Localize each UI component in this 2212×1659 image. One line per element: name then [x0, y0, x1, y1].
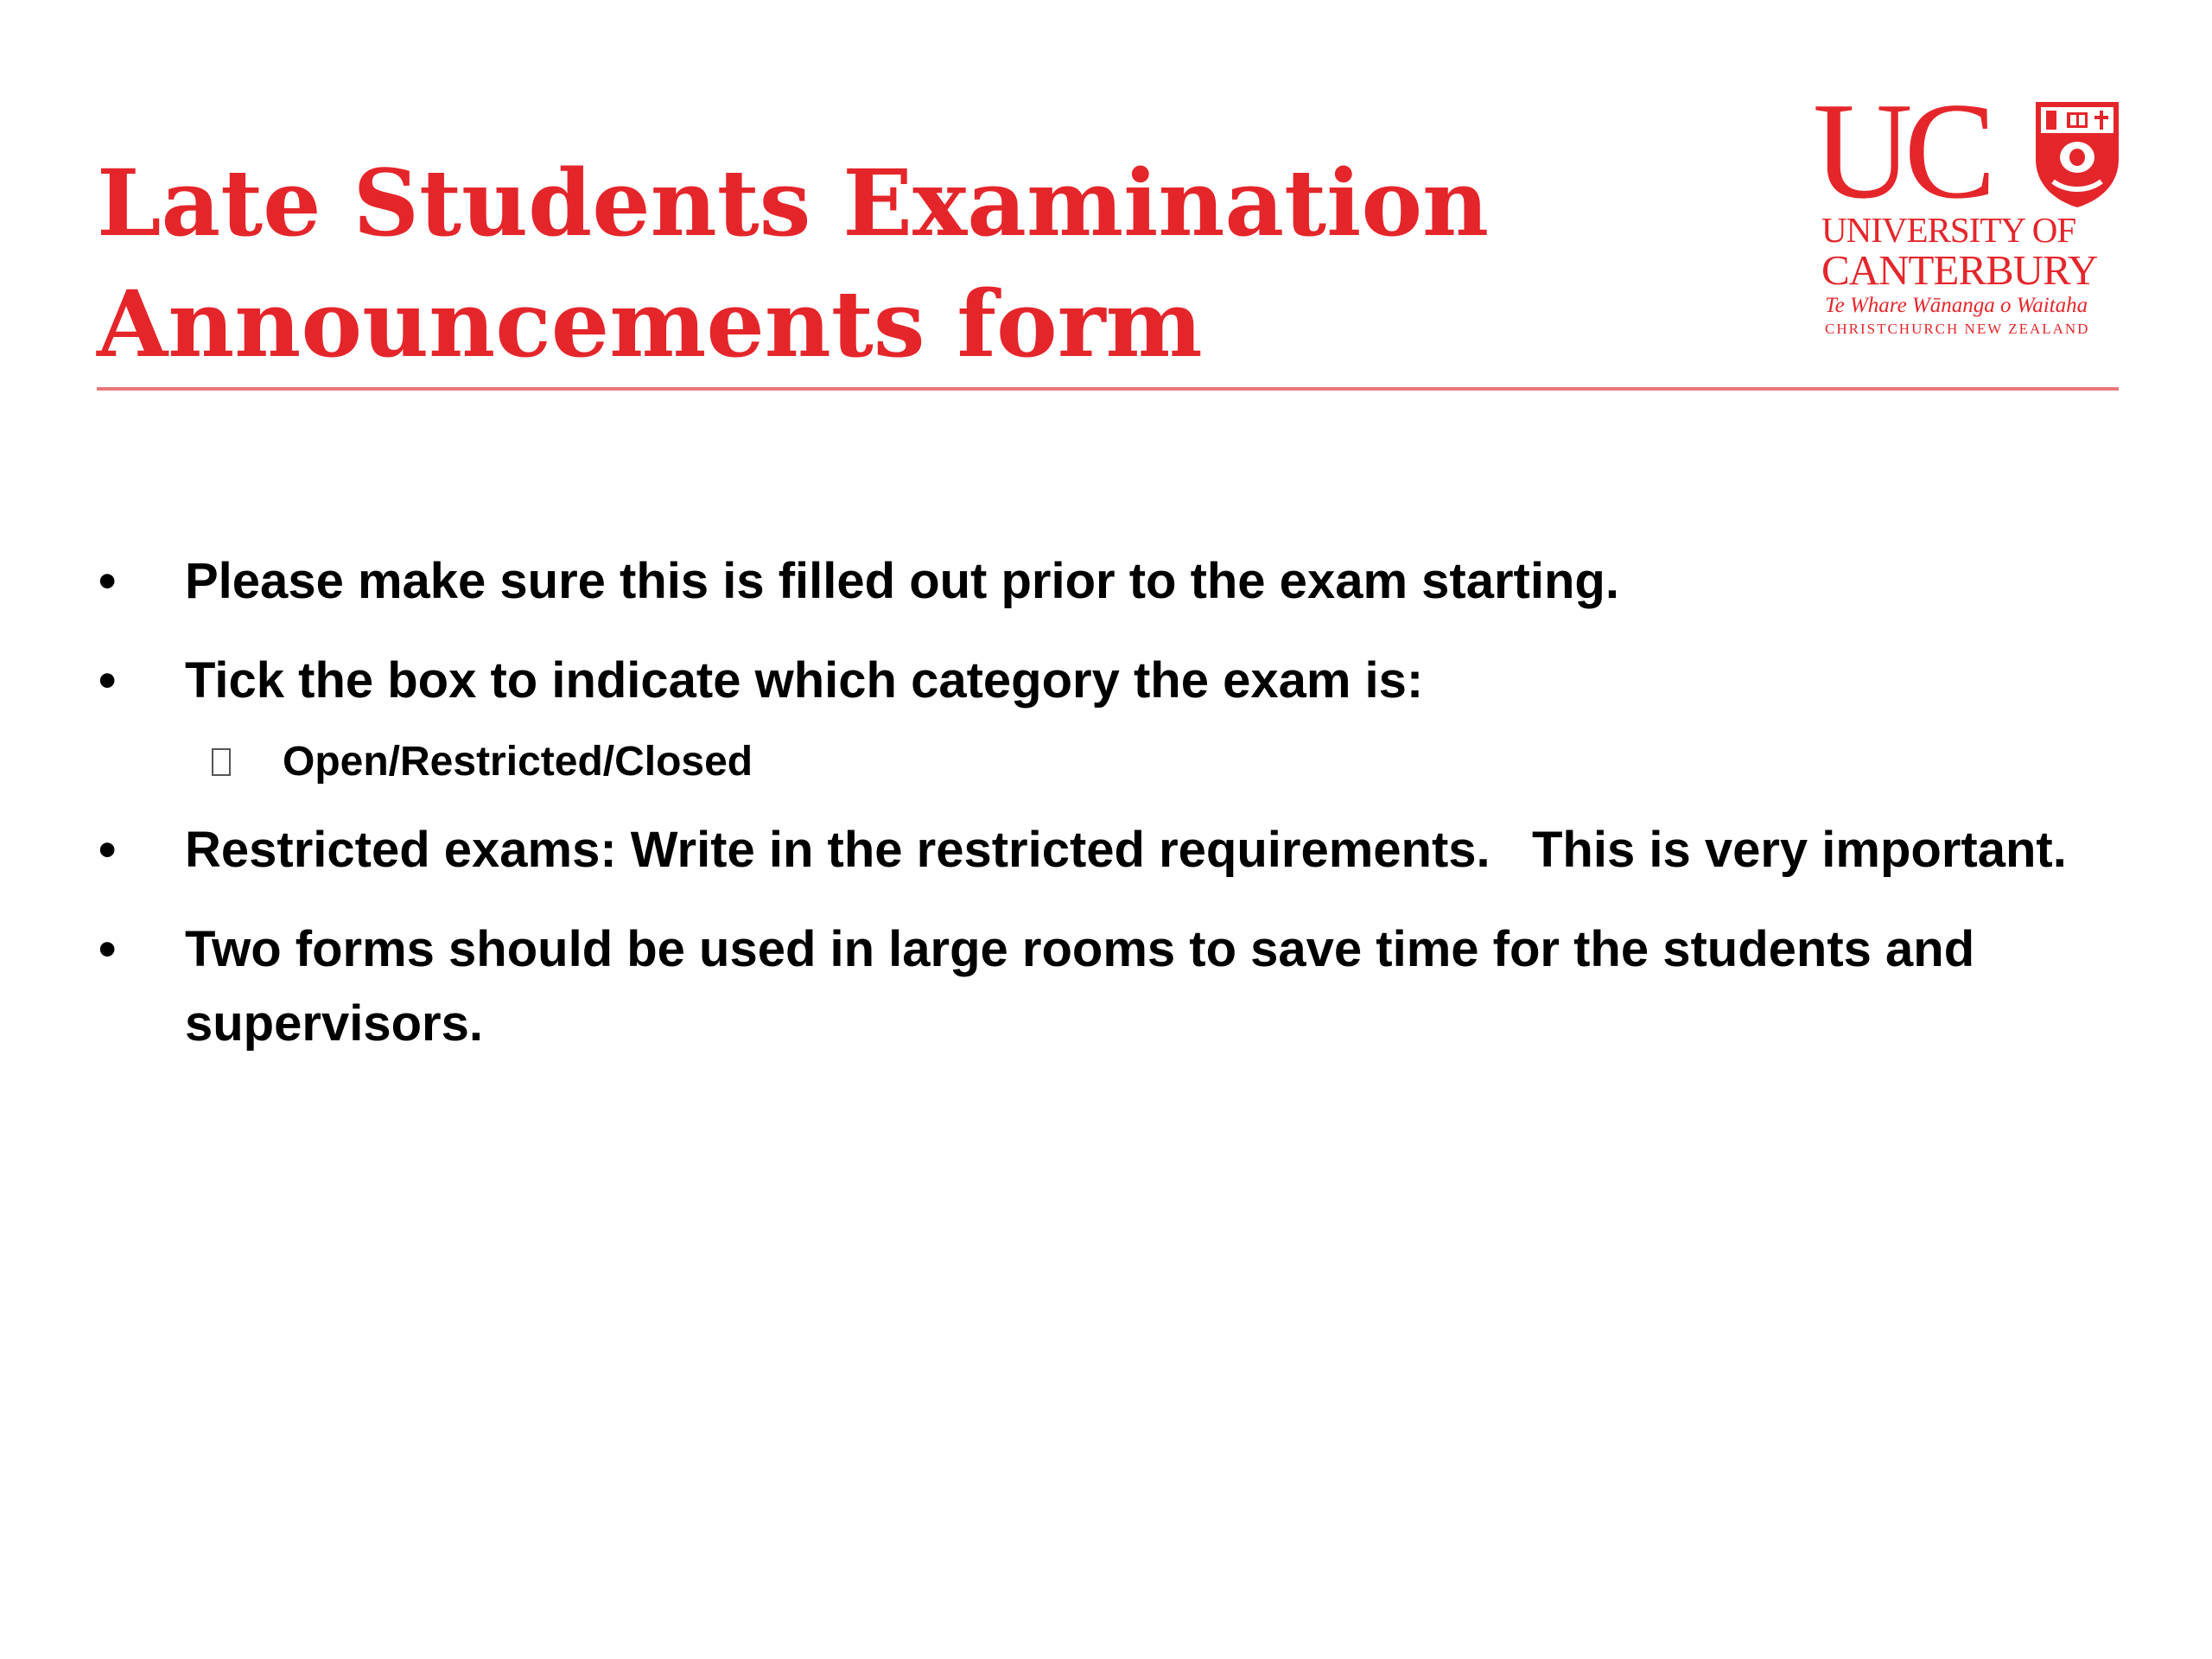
- bullet-dot-icon: •: [99, 921, 117, 977]
- bullet-dot-icon: •: [99, 553, 117, 609]
- university-logo: [1813, 73, 2124, 344]
- logo-city: CHRISTCHURCH NEW ZEALAND: [1825, 321, 2090, 337]
- list-item: [97, 912, 2136, 1061]
- bullet-text: Two forms should be used in large rooms to save time for the students and supervisors.: [185, 921, 1975, 1052]
- list-item: [97, 813, 2136, 887]
- title-line-1: Late Students Examination: [97, 149, 1490, 257]
- page-title: [97, 143, 1738, 385]
- sub-item-text: Open/Restricted/Closed: [283, 739, 753, 785]
- logo-maori-name: Te Whare Wānanga o Waitaha: [1825, 294, 2088, 317]
- bullet-text: Please make sure this is filled out prior to the exam starting.: [185, 553, 1619, 609]
- bullet-text: Restricted exams: Write in the restricted requirements. This is very important.: [185, 822, 2067, 878]
- list-item: [97, 544, 2136, 619]
- list-item: [97, 644, 2136, 718]
- checkbox-icon: [212, 748, 231, 776]
- bullet-text: Tick the box to indicate which category the exam is:: [185, 652, 1424, 709]
- logo-canterbury: CANTERBURY: [1821, 246, 2098, 294]
- sub-list-item: [97, 731, 2136, 793]
- bullet-dot-icon: •: [99, 652, 117, 709]
- logo-uc-letters: UC: [1813, 73, 1988, 227]
- university-crest-icon: [2032, 99, 2122, 209]
- logo-university-of: UNIVERSITY OF: [1821, 210, 2076, 250]
- title-divider: [97, 387, 2119, 391]
- bullet-list: [97, 544, 2136, 1086]
- title-line-2: Announcements form: [97, 270, 1203, 378]
- bullet-dot-icon: •: [99, 822, 117, 878]
